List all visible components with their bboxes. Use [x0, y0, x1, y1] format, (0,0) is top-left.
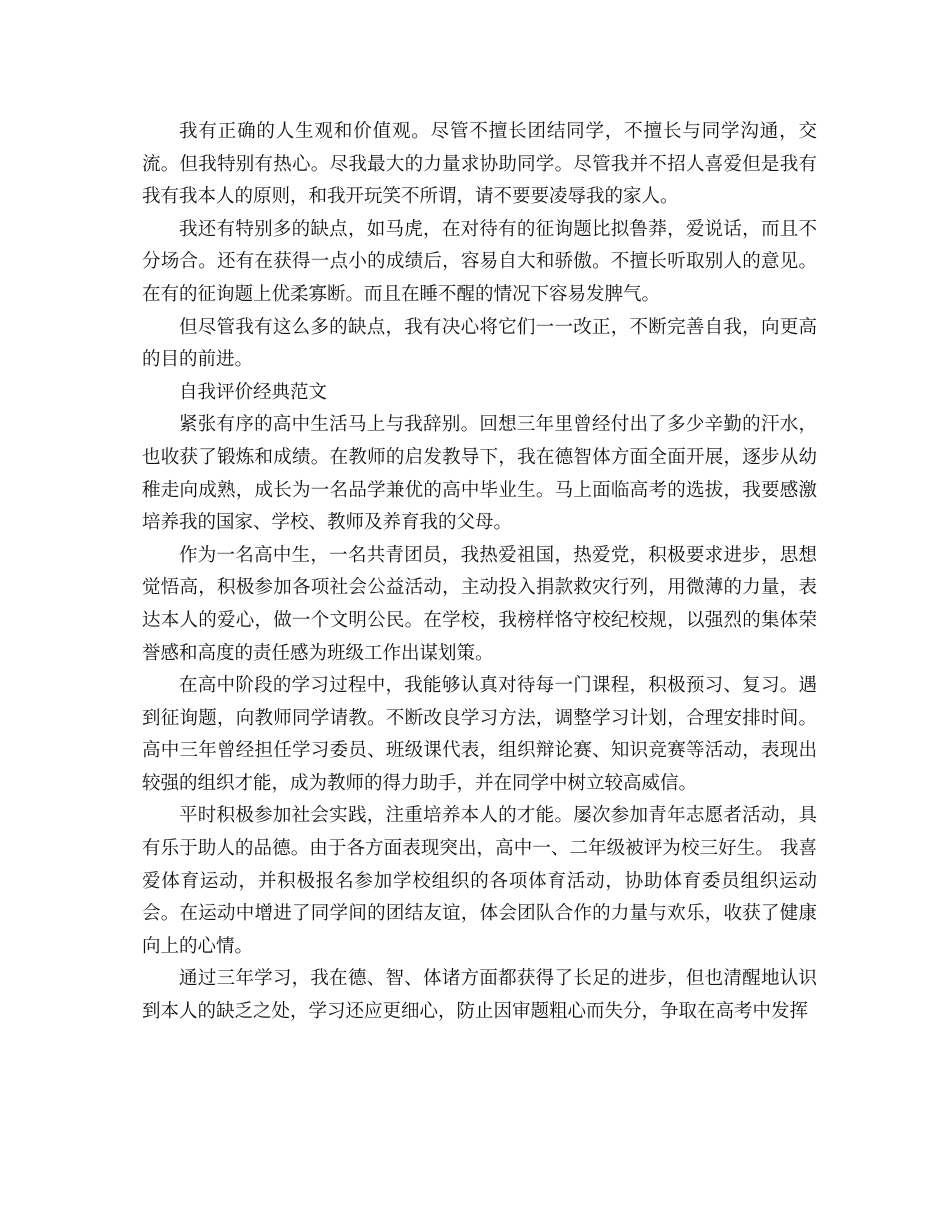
paragraph-farewell: 紧张有序的高中生活马上与我辞别。回想三年里曾经付出了多少辛勤的汗水，也收获了锻炼和成绩。在教师的启发教导下，我在德智体方面全面开展，逐步从幼稚走向成熟，成长为一名品学兼优的高中毕业生。马上面临高考的选拔，我要感激培养我的国家、学校、教师及养育我的父母。: [142, 414, 817, 534]
section-heading: 自我评价经典范文: [179, 381, 328, 403]
paragraph-conclusion: 通过三年学习，我在德、智、体诸方面都获得了长足的进步，但也清醒地认识到本人的缺乏之处，学习还应更细心，防止因审题粗心而失分，争取在高考中发挥: [142, 968, 817, 1023]
paragraph-values: 我有正确的人生观和价值观。尽管不擅长团结同学，不擅长与同学沟通，交流。但我特别有热心。尽我最大的力量求协助同学。尽管我并不招人喜爱但是我有我有我本人的原则，和我开玩笑不所谓，请不要要凌辱我的家人。: [142, 121, 817, 208]
document-body: [142, 116, 817, 1029]
paragraph-shortcomings: 我还有特别多的缺点，如马虎，在对待有的征询题比拟鲁莽，爱说话，而且不分场合。还有在获得一点小的成绩后，容易自大和骄傲。不擅长听取别人的意见。在有的征询题上优柔寡断。而且在睡不醒的情况下容易发脾气。: [142, 218, 817, 305]
paragraph-citizenship: 作为一名高中生，一名共青团员，我热爱祖国，热爱党，积极要求进步，思想觉悟高，积极参加各项社会公益活动，主动投入捐款救灾行列，用微薄的力量，表达本人的爱心，做一个文明公民。在学校，我榜样恪守校纪校规，以强烈的集体荣誉感和高度的责任感为班级工作出谋划策。: [142, 544, 817, 664]
paragraph-activities: 平时积极参加社会实践，注重培养本人的才能。屡次参加青年志愿者活动，具有乐于助人的品德。由于各方面表现突出，高中一、二年级被评为校三好生。 我喜爱体育运动，并积极报名参加学校组织的各项体育活动，协助体育委员组织运动会。在运动中增进了同学间的团结友谊，体会团队合作的力量与欢乐，收获了健康向上的心情。: [142, 805, 817, 957]
paragraph-resolution: 但尽管我有这么多的缺点，我有决心将它们一一改正，不断完善自我，向更高的目的前进。: [142, 316, 817, 371]
paragraph-study: 在高中阶段的学习过程中，我能够认真对待每一门课程，积极预习、复习。遇到征询题，向教师同学请教。不断改良学习方法，调整学习计划，合理安排时间。高中三年曾经担任学习委员、班级课代表，组织辩论赛、知识竞赛等活动，表现出较强的组织才能，成为教师的得力助手，并在同学中树立较高威信。: [142, 675, 817, 794]
